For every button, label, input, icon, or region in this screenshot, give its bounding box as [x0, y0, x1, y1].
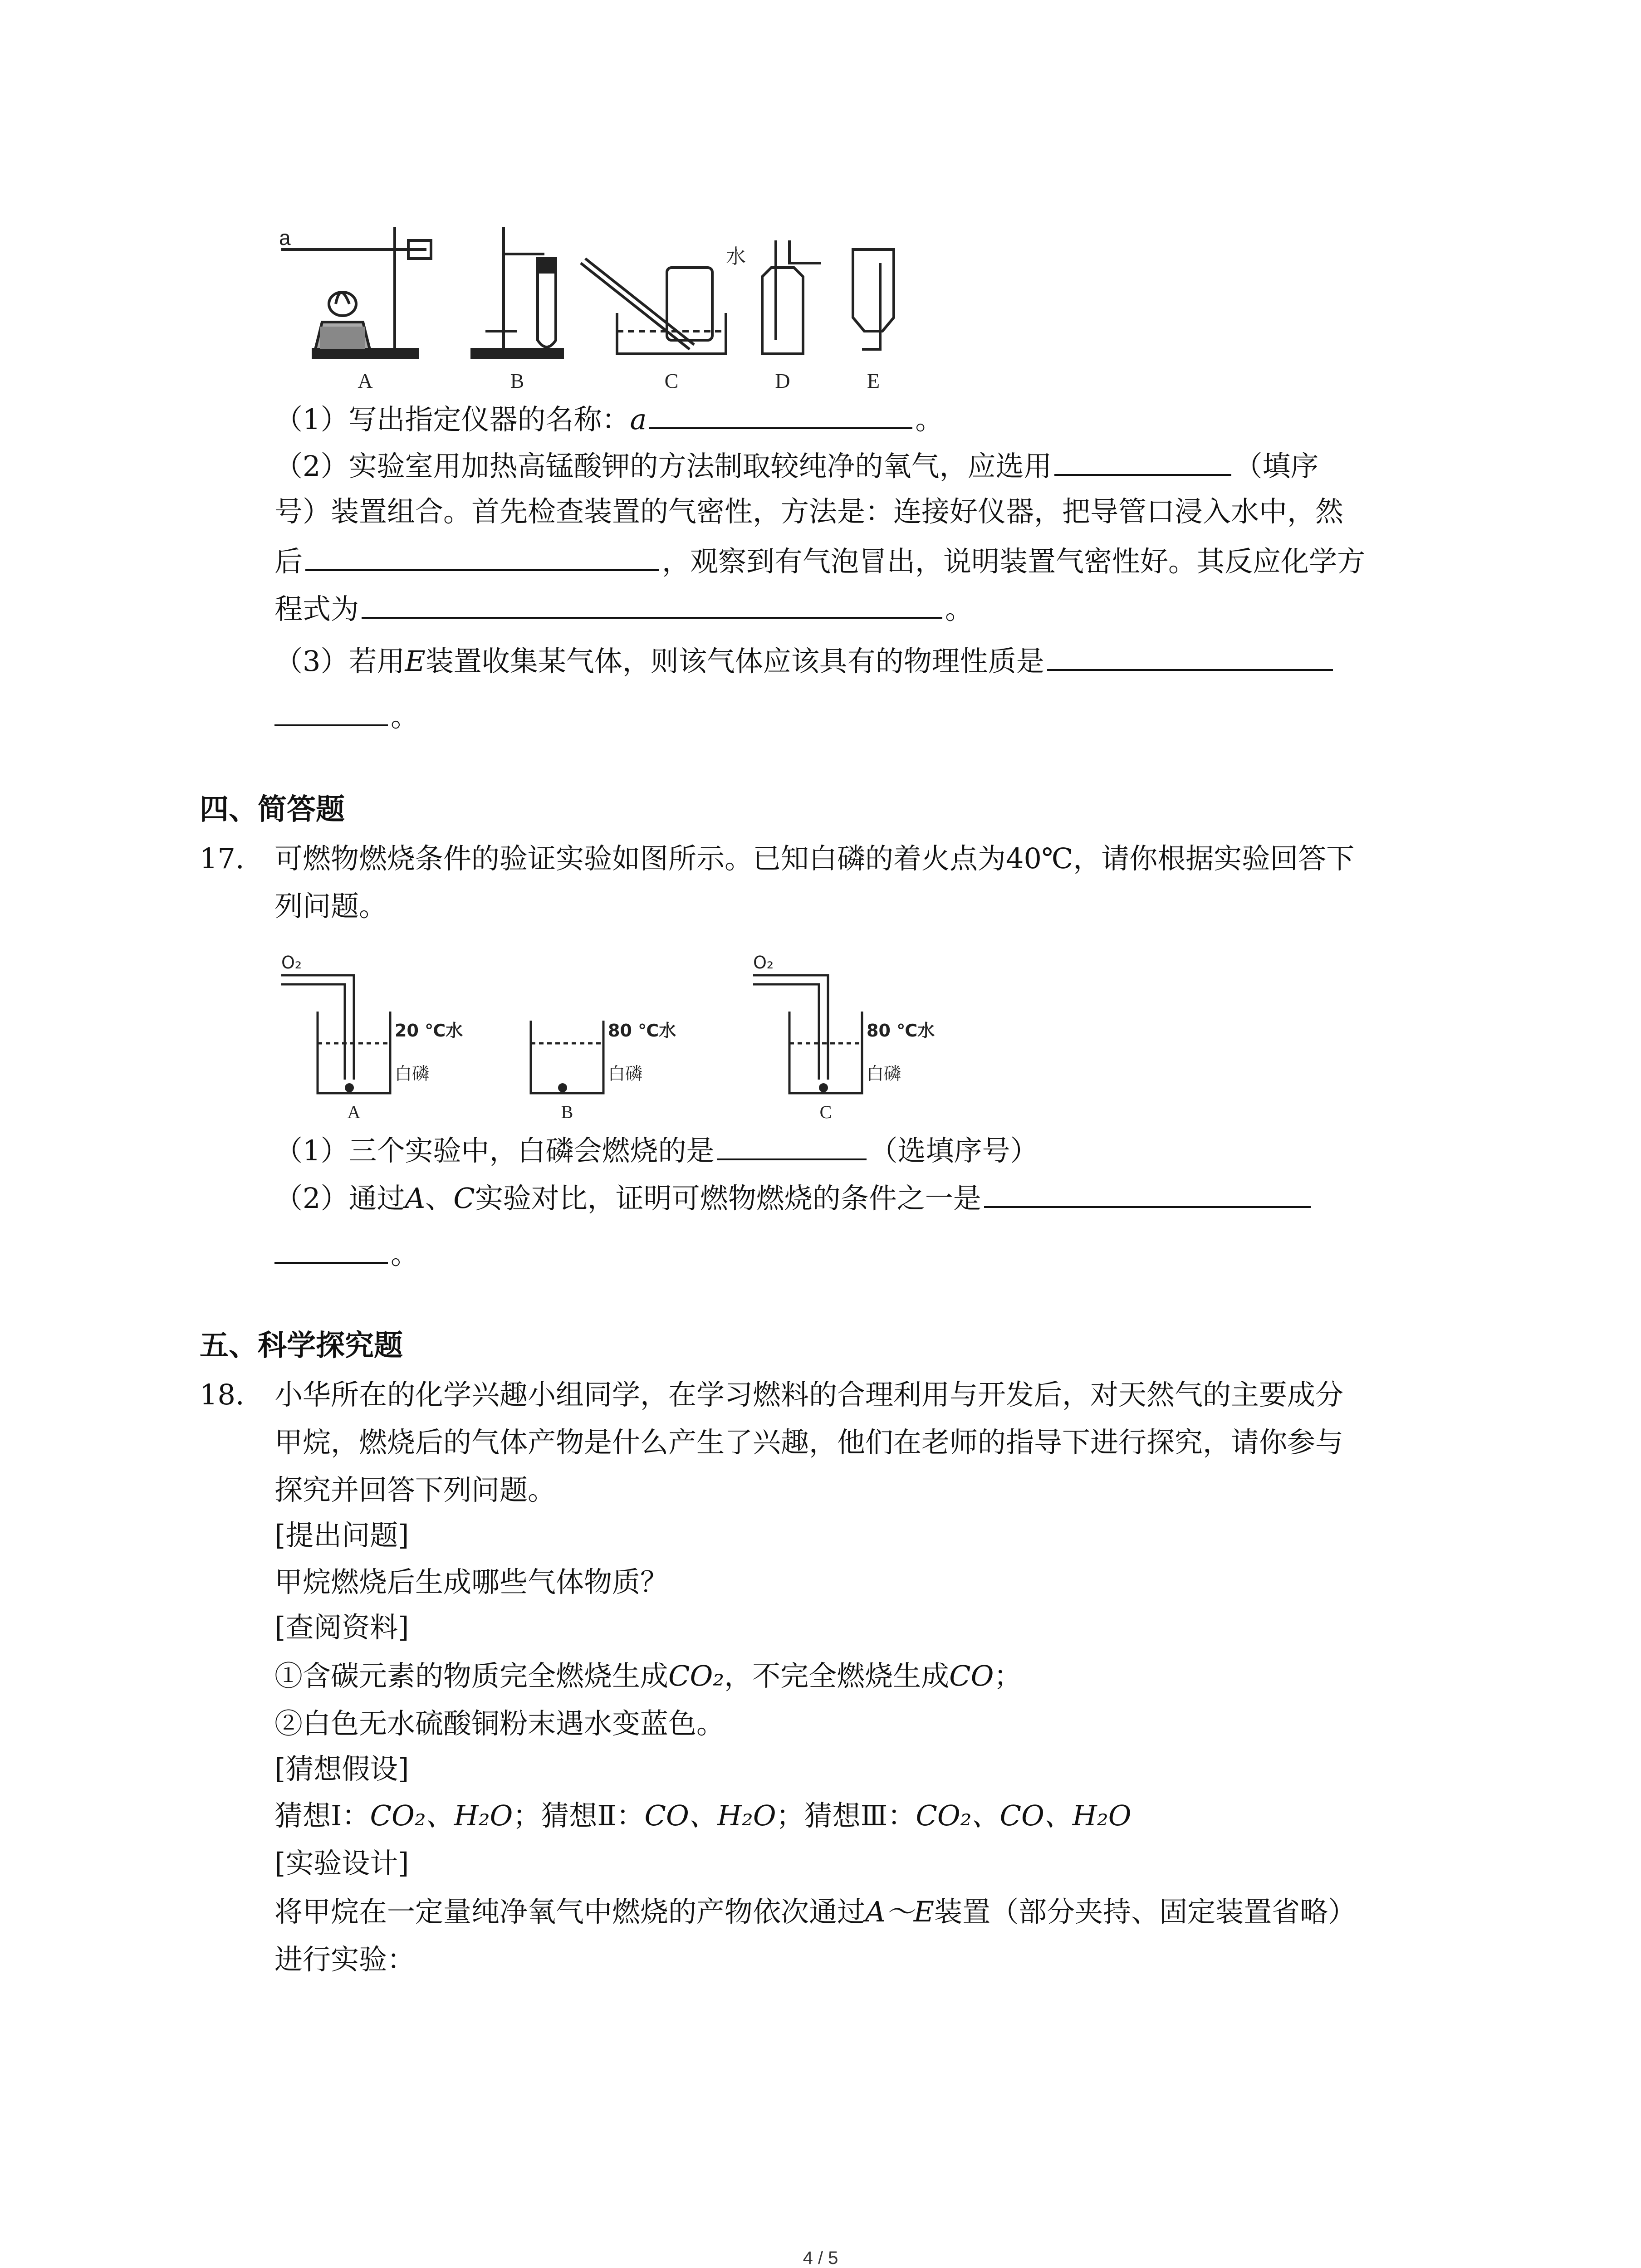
q16-answer-blank-4[interactable]: [362, 589, 942, 619]
q17-part1: （1）三个实验中，白磷会燃烧的是 （选填序号）: [274, 1130, 1038, 1169]
beaker-figure-q17: [272, 943, 953, 1125]
q16-part2-line1: （2）实验室用加热高锰酸钾的方法制取较纯净的氧气，应选用 （填序: [274, 446, 1318, 484]
beaker-c-water: 80 ℃水: [867, 1021, 935, 1041]
q18-heading-reference: [查阅资料]: [274, 1611, 409, 1644]
q18-question: 甲烷燃烧后生成哪些气体物质？: [274, 1565, 669, 1598]
fig-caption-c: C: [664, 369, 679, 392]
page-number: 4 / 5: [803, 2248, 838, 2268]
fig-caption-e: E: [867, 369, 880, 392]
section-title-5: 五、科学探究题: [200, 1329, 403, 1363]
q18-hypotheses: 猜想Ⅰ：CO₂、H₂O；猜想Ⅱ：CO、H₂O；猜想Ⅲ：CO₂、CO、H₂O: [274, 1799, 1132, 1832]
fig-caption-b: B: [510, 369, 524, 392]
q17-number: 17.: [200, 842, 245, 875]
q16-answer-blank-2[interactable]: [1054, 446, 1231, 476]
q16-answer-blank-5[interactable]: [1047, 641, 1333, 671]
fig-label-water: 水: [726, 245, 746, 268]
q18-design-line2: 进行实验：: [274, 1943, 416, 1976]
q18-heading-question: [提出问题]: [274, 1519, 409, 1552]
q16-part2-line2: 号）装置组合。首先检查装置的气密性，方法是：连接好仪器，把导管口浸入水中，然: [274, 495, 1344, 528]
o2-label-a: O₂: [281, 953, 302, 973]
beaker-a-label: A: [347, 1102, 361, 1122]
beaker-b-label: B: [561, 1102, 573, 1122]
q16-part1: （1）写出指定仪器的名称：a 。: [274, 399, 943, 438]
q18-stem-line3: 探究并回答下列问题。: [274, 1473, 556, 1506]
q17-answer-blank-1[interactable]: [717, 1130, 867, 1160]
q17-answer-blank-2[interactable]: [984, 1178, 1311, 1208]
q18-heading-hypothesis: [猜想假设]: [274, 1752, 409, 1785]
q17-stem-line2: 列问题。: [274, 890, 387, 923]
q18-reference-2: ②白色无水硫酸铜粉末遇水变蓝色。: [274, 1707, 725, 1740]
q17-part2-cont: 。: [274, 1234, 419, 1272]
q16-part3-cont: 。: [274, 696, 419, 735]
beaker-b-phos: 白磷: [608, 1064, 643, 1084]
beaker-c-phos: 白磷: [867, 1064, 901, 1084]
apparatus-figure-q16: [272, 213, 916, 395]
q18-stem-line2: 甲烷，燃烧后的气体产物是什么产生了兴趣，他们在老师的指导下进行探究，请你参与: [274, 1426, 1344, 1459]
fig-label-a: a: [279, 226, 291, 249]
q16-part2-line3: 后 ，观察到有气泡冒出，说明装置气密性好。其反应化学方: [274, 541, 1365, 580]
o2-label-c: O₂: [753, 953, 774, 973]
q17-stem-line1: 可燃物燃烧条件的验证实验如图所示。已知白磷的着火点为40℃，请你根据实验回答下: [274, 842, 1355, 875]
beaker-c-label: C: [819, 1102, 832, 1122]
q17-part2: （2）通过A、C实验对比，证明可燃物燃烧的条件之一是: [274, 1178, 1313, 1217]
fig-caption-a: A: [358, 369, 373, 392]
q16-answer-blank-3[interactable]: [305, 541, 659, 571]
fig-caption-d: D: [775, 369, 790, 392]
q18-reference-1: ①含碳元素的物质完全燃烧生成CO₂，不完全燃烧生成CO；: [274, 1659, 1022, 1692]
q16-part2-line4: 程式为 。: [274, 589, 973, 627]
q18-number: 18.: [200, 1378, 245, 1411]
beaker-a-water: 20 ℃水: [395, 1021, 463, 1041]
q18-heading-design: [实验设计]: [274, 1847, 409, 1880]
q16-answer-blank-5b[interactable]: [274, 696, 388, 726]
q18-design-line1: 将甲烷在一定量纯净氧气中燃烧的产物依次通过A～E装置（部分夹持、固定装置省略）: [274, 1895, 1357, 1928]
q16-answer-blank-1[interactable]: [649, 399, 912, 429]
q17-answer-blank-2b[interactable]: [274, 1234, 388, 1264]
q18-stem-line1: 小华所在的化学兴趣小组同学，在学习燃料的合理利用与开发后，对天然气的主要成分: [274, 1378, 1344, 1411]
section-title-4: 四、简答题: [200, 793, 345, 826]
q16-part3: （3）若用E装置收集某气体，则该气体应该具有的物理性质是: [274, 641, 1336, 679]
beaker-b-water: 80 ℃水: [608, 1021, 676, 1041]
beaker-a-phos: 白磷: [395, 1064, 430, 1084]
